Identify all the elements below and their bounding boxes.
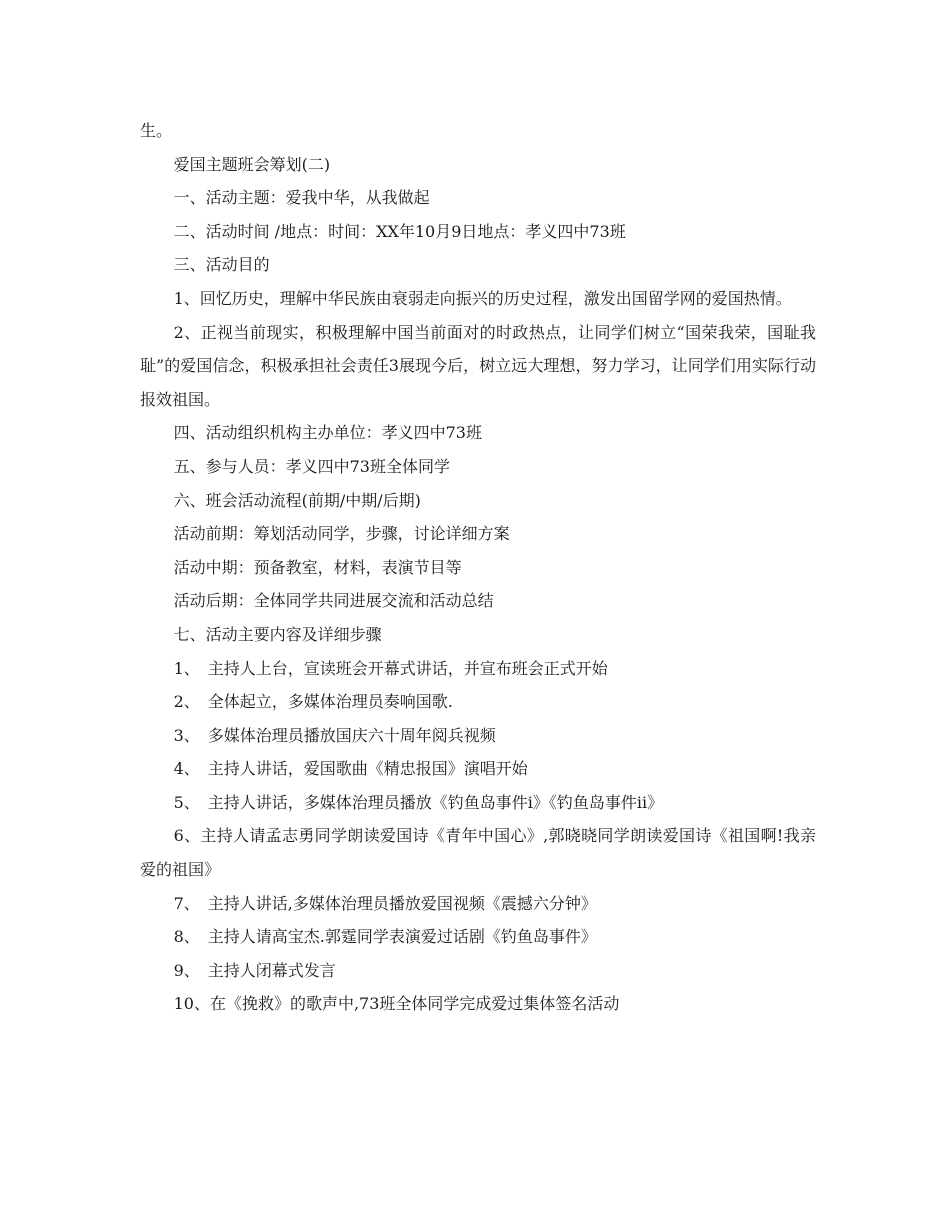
paragraph-process-early: 活动前期：筹划活动同学，步骤，讨论详细方案 — [173, 524, 510, 544]
paragraph-organizer: 四、活动组织机构主办单位：孝义四中73班 — [173, 423, 482, 443]
list-item-step-2: 2、 全体起立，多媒体治理员奏响国歌. — [173, 692, 453, 712]
list-item-step-9: 9、 主持人闭幕式发言 — [173, 960, 336, 980]
list-item-step-3: 3、 多媒体治理员播放国庆六十周年阅兵视频 — [173, 725, 496, 745]
list-item-step-10: 10、在《挽救》的歌声中,73班全体同学完成爱过集体签名活动 — [173, 994, 620, 1014]
list-item-step-5: 5、 主持人讲话，多媒体治理员播放《钓鱼岛事件i》《钓鱼岛事件ii》 — [173, 792, 664, 812]
paragraph-purpose-2: 2、正视当前现实，积极理解中国当前面对的时政热点，让同学们树立“国荣我荣，国耻我耻”的爱国信念，积极承担社会责任3展现今后，树立远大理想，努力学习，让同学们用实际行动报效祖国。 — [140, 322, 816, 409]
list-item-step-7: 7、 主持人讲话,多媒体治理员播放爱国视频《震撼六分钟》 — [173, 893, 597, 913]
paragraph-steps-heading: 七、活动主要内容及详细步骤 — [173, 624, 382, 644]
list-item-step-1: 1、 主持人上台，宣读班会开幕式讲话，并宣布班会正式开始 — [173, 658, 608, 678]
list-item-step-8: 8、 主持人请高宝杰.郭霆同学表演爱过话剧《钓鱼岛事件》 — [173, 927, 597, 947]
paragraph-process-late: 活动后期：全体同学共同进展交流和活动总结 — [173, 591, 494, 611]
section-title: 爱国主题班会筹划(二) — [173, 154, 331, 174]
paragraph-participants: 五、参与人员：孝义四中73班全体同学 — [173, 456, 450, 476]
paragraph-1: 生。 — [140, 121, 173, 140]
list-item-step-4: 4、 主持人讲话，爱国歌曲《精忠报国》演唱开始 — [173, 759, 528, 779]
paragraph-purpose-1: 1、回忆历史，理解中华民族由衰弱走向振兴的历史过程，激发出国留学网的爱国热情。 — [173, 288, 792, 308]
paragraph-theme: 一、活动主题：爱我中华，从我做起 — [173, 188, 430, 208]
paragraph-time-place: 二、活动时间 /地点：时间：XX年10月9日地点：孝义四中73班 — [173, 221, 626, 241]
list-item-step-6: 6、主持人请孟志勇同学朗读爱国诗《青年中国心》,郭晓晓同学朗读爱国诗《祖国啊!我亲爱的祖国》 — [140, 826, 816, 880]
paragraph-purpose-heading: 三、活动目的 — [173, 255, 270, 275]
document-body — [140, 114, 816, 1021]
paragraph-process-mid: 活动中期：预备教室，材料，表演节目等 — [173, 557, 462, 577]
paragraph-process-heading: 六、班会活动流程(前期/中期/后期) — [173, 490, 421, 510]
